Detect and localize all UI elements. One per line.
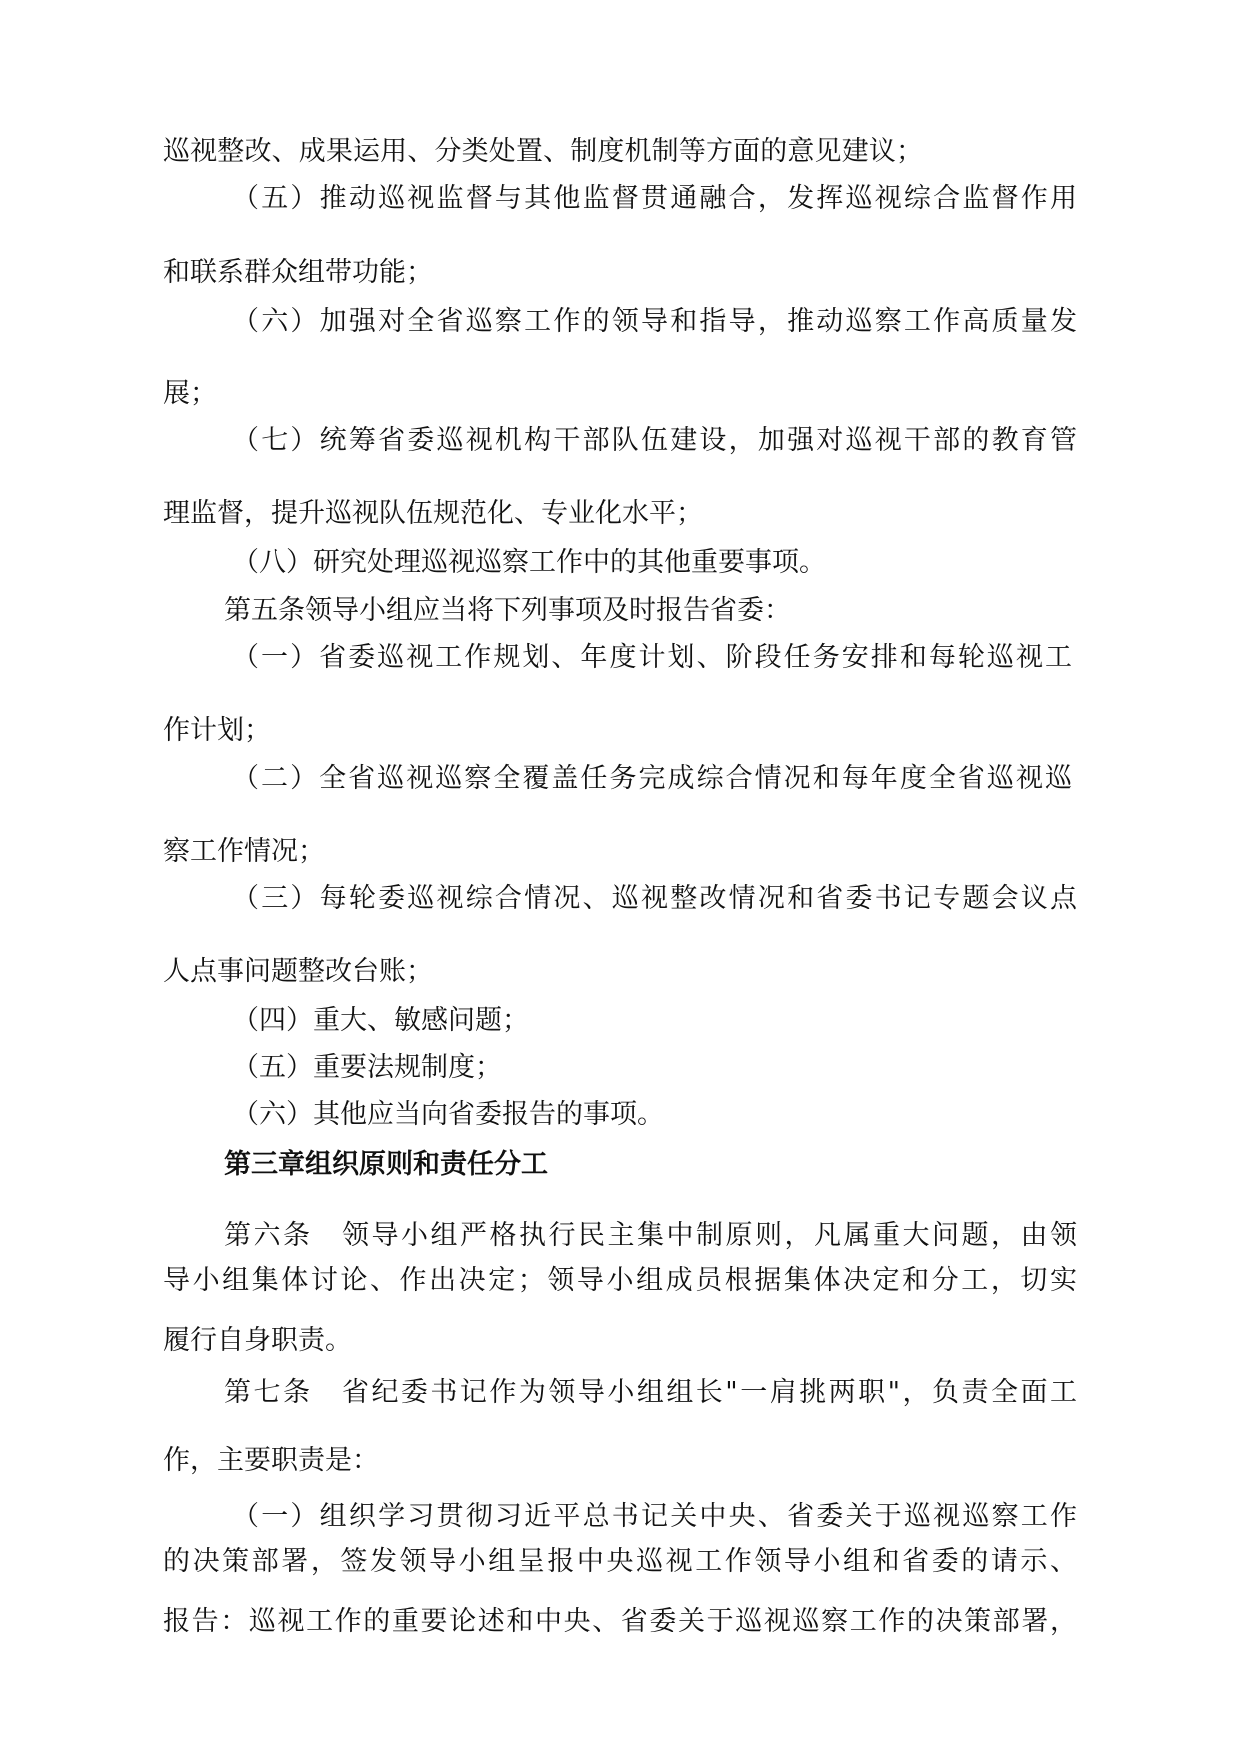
text-line: 和联系群众组带功能； <box>163 257 433 288</box>
text-line: 第七条 省纪委书记作为领导小组组长"一肩挑两职"，负责全面工 <box>224 1377 1077 1408</box>
chapter-heading: 第三章组织原则和责任分工 <box>224 1149 548 1180</box>
text-line: 作计划； <box>163 715 271 746</box>
text-line: （三）每轮委巡视综合情况、巡视整改情况和省委书记专题会议点 <box>232 883 1077 914</box>
text-line: 察工作情况； <box>163 836 325 867</box>
text-line: （八）研究处理巡视巡察工作中的其他重要事项。 <box>232 547 826 578</box>
text-line: （二）全省巡视巡察全覆盖任务完成综合情况和每年度全省巡视巡 <box>232 763 1072 794</box>
text-line: 巡视整改、成果运用、分类处置、制度机制等方面的意见建议； <box>163 136 923 167</box>
text-line: （四）重大、敏感问题； <box>232 1005 529 1036</box>
text-line: （一）组织学习贯彻习近平总书记关中央、省委关于巡视巡察工作 <box>232 1501 1077 1532</box>
text-line: 理监督，提升巡视队伍规范化、专业化水平； <box>163 498 703 529</box>
text-line: 履行自身职责。 <box>163 1325 352 1356</box>
text-line: 导小组集体讨论、作出决定；领导小组成员根据集体决定和分工，切实 <box>163 1265 1077 1296</box>
text-line: （五）推动巡视监督与其他监督贯通融合，发挥巡视综合监督作用 <box>232 183 1077 214</box>
text-line: （一）省委巡视工作规划、年度计划、阶段任务安排和每轮巡视工 <box>232 642 1072 673</box>
text-line: （六）加强对全省巡察工作的领导和指导，推动巡察工作高质量发 <box>232 306 1077 337</box>
text-line: 报告：巡视工作的重要论述和中央、省委关于巡视巡察工作的决策部署， <box>163 1606 1077 1637</box>
text-line: 第五条领导小组应当将下列事项及时报告省委： <box>224 595 791 626</box>
text-line: 第六条 领导小组严格执行民主集中制原则，凡属重大问题，由领 <box>224 1220 1077 1251</box>
text-line: 的决策部署，签发领导小组呈报中央巡视工作领导小组和省委的请示、 <box>163 1546 1077 1577</box>
text-line: （五）重要法规制度； <box>232 1052 502 1083</box>
text-line: 人点事问题整改台账； <box>163 956 433 987</box>
text-line: （七）统筹省委巡视机构干部队伍建设，加强对巡视干部的教育管 <box>232 425 1077 456</box>
text-line: 作，主要职责是： <box>163 1445 379 1476</box>
text-line: 展； <box>163 378 217 409</box>
text-line: （六）其他应当向省委报告的事项。 <box>232 1099 664 1130</box>
